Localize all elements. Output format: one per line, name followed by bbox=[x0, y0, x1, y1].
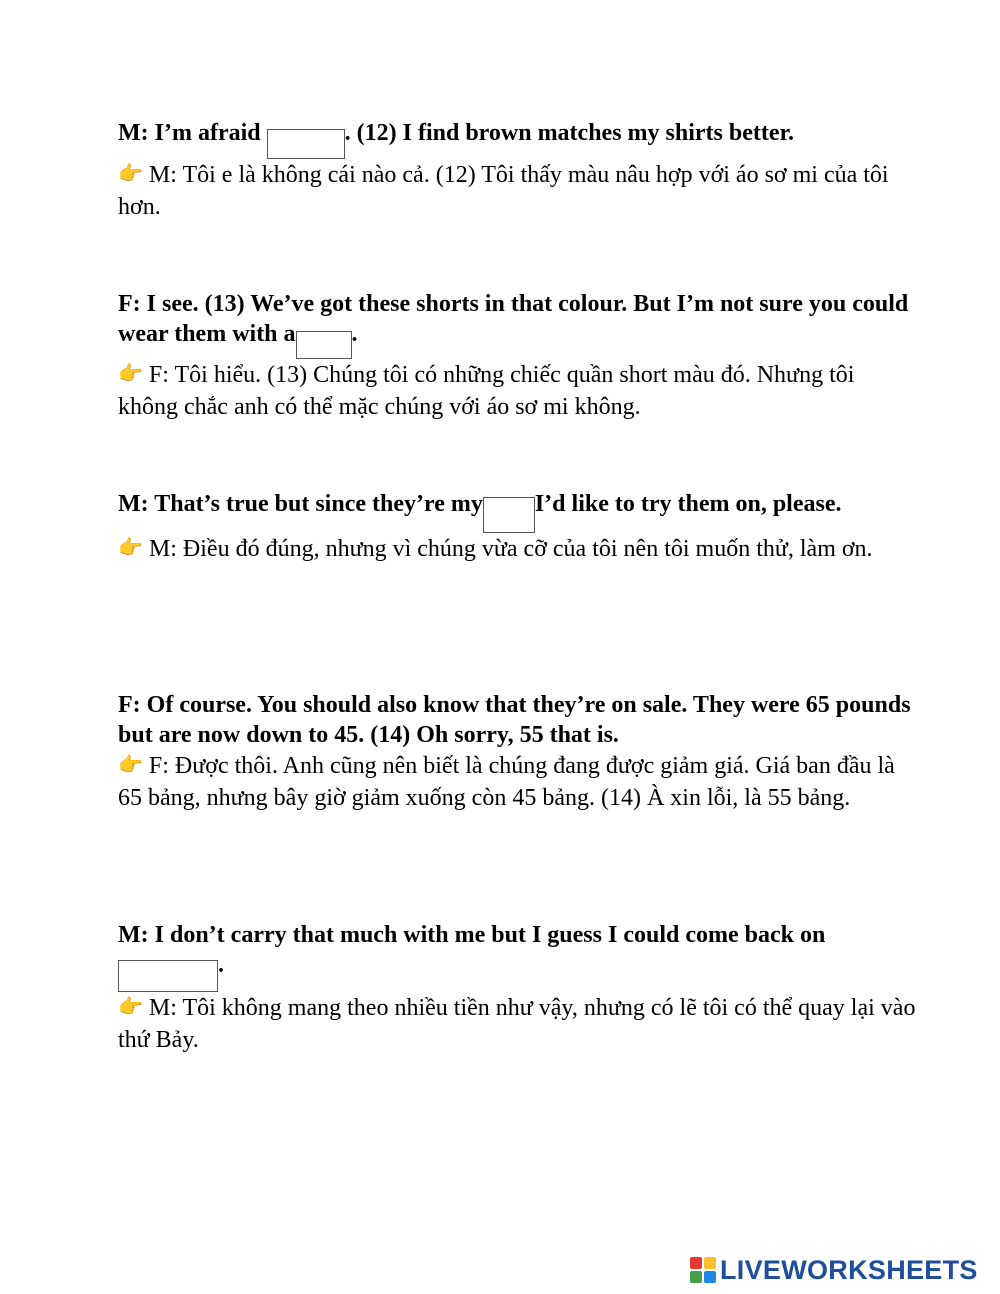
pointing-hand-icon: 👉 bbox=[118, 362, 143, 385]
dialogue-block-1 bbox=[118, 118, 918, 223]
pointing-hand-icon: 👉 bbox=[118, 536, 143, 559]
vietnamese-translation: 👉 F: Tôi hiểu. (13) Chúng tôi có những chiếc quần short màu đó. Nhưng tôi không chắc anh có thể mặc chúng với áo sơ mi không. bbox=[118, 361, 855, 420]
dialogue-block-3 bbox=[118, 489, 918, 565]
english-line: F: I see. (13) We’ve got these shorts in that colour. But I’m not sure you could wear them with a . bbox=[118, 289, 918, 359]
english-line: F: Of course. You should also know that they’re on sale. They were 65 pounds but are now down to 45. (14) Oh sorry, 55 that is. bbox=[118, 692, 911, 748]
answer-blank-4[interactable] bbox=[118, 960, 218, 992]
dialogue-block-2 bbox=[118, 289, 918, 423]
logo-grid-icon bbox=[690, 1257, 716, 1283]
english-line: M: I don’t carry that much with me but I guess I could come back on . bbox=[118, 920, 918, 992]
pointing-hand-icon: 👉 bbox=[118, 995, 143, 1018]
answer-blank-1[interactable] bbox=[267, 129, 345, 159]
vietnamese-translation: 👉 M: Điều đó đúng, nhưng vì chúng vừa cỡ của tôi nên tôi muốn thử, làm ơn. bbox=[118, 535, 873, 562]
dialogue-block-4 bbox=[118, 690, 918, 814]
answer-blank-3[interactable] bbox=[483, 497, 535, 533]
english-line: M: I’m afraid . (12) I find brown matches my shirts better. bbox=[118, 118, 918, 159]
pointing-hand-icon: 👉 bbox=[118, 754, 143, 776]
vietnamese-translation: 👉 M: Tôi không mang theo nhiều tiền như vậy, nhưng có lẽ tôi có thể quay lại vào thứ Bảy. bbox=[118, 994, 916, 1053]
vietnamese-translation: 👉 M: Tôi e là không cái nào cả. (12) Tôi thấy màu nâu hợp với áo sơ mi của tôi hơn. bbox=[118, 161, 889, 220]
english-line: M: That’s true but since they’re my I’d like to try them on, please. bbox=[118, 489, 918, 533]
vietnamese-translation: 👉 F: Được thôi. Anh cũng nên biết là chúng đang được giảm giá. Giá ban đầu là 65 bảng, nhưng bây giờ giảm xuống còn 45 bảng. (14) À xin lỗi, là 55 bảng. bbox=[118, 753, 895, 811]
logo-text: LIVEWORKSHEETS bbox=[720, 1254, 978, 1285]
liveworksheets-logo bbox=[690, 1254, 978, 1286]
dialogue-block-5 bbox=[118, 920, 918, 1056]
pointing-hand-icon: 👉 bbox=[118, 162, 143, 185]
answer-blank-2[interactable] bbox=[296, 331, 352, 359]
